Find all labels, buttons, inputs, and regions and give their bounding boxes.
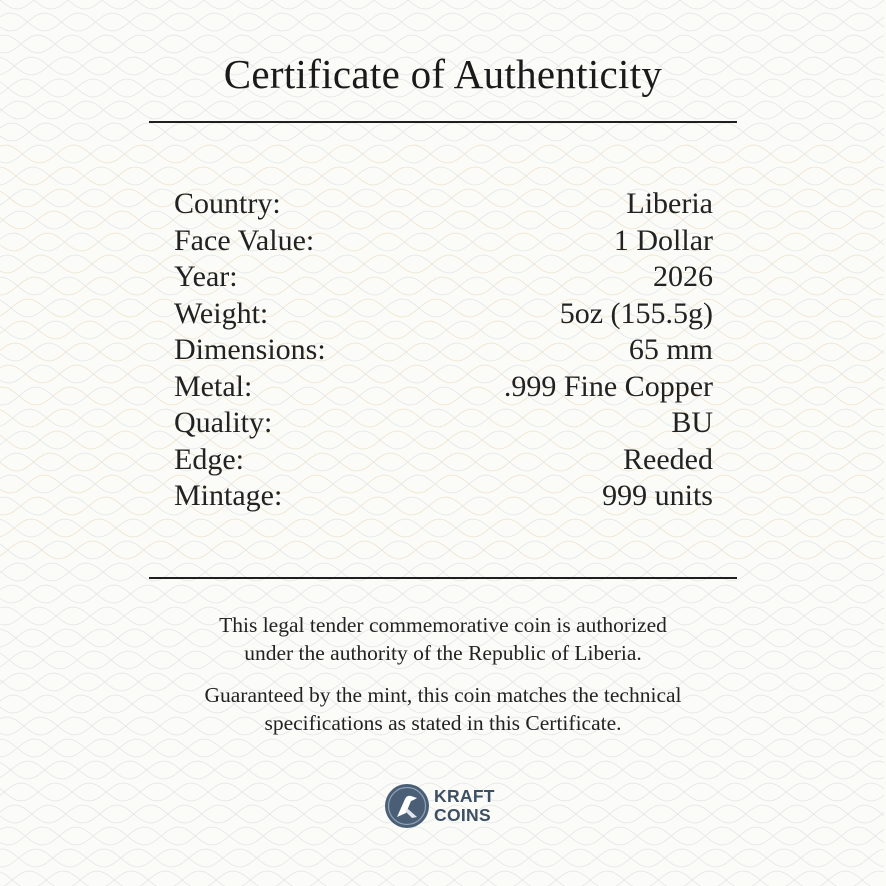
spec-row-metal [174,369,713,406]
spec-value: 2026 [653,260,713,293]
spec-row-dimensions [174,332,713,369]
spec-value: 1 Dollar [613,223,713,257]
logo-line: COINS [434,805,491,825]
kraft-coins-logo [384,783,514,831]
spec-row-year [174,259,713,296]
statement-line: Guaranteed by the mint, this coin matches the technical [204,683,682,707]
top-divider [149,121,737,123]
spec-value: Liberia [626,187,713,220]
guarantee-statement [0,681,886,737]
legal-tender-statement [0,611,886,667]
spec-label: Edge: [174,442,244,476]
spec-value: BU [671,406,713,439]
spec-label: Weight: [174,296,269,330]
spec-label: Year: [174,260,238,293]
statement-line: under the authority of the Republic of Liberia. [244,641,642,665]
spec-value: 65 mm [628,333,713,366]
spec-label: Quality: [174,406,273,439]
spec-row-face-value [174,223,713,260]
spec-row-country [174,186,713,223]
certificate-title: Certificate of Authenticity [223,51,663,97]
spec-value: 5oz (155.5g) [559,296,713,330]
specification-list [174,186,713,515]
spec-label: Face Value: [174,223,315,257]
kraft-coins-emblem-icon [384,783,430,829]
logo-line: KRAFT [434,786,495,806]
logo-wordmark [434,787,495,825]
spec-row-weight [174,296,713,333]
spec-value: .999 Fine Copper [503,369,713,403]
spec-label: Mintage: [174,479,283,512]
spec-label: Metal: [174,369,253,403]
statement-line: specifications as stated in this Certificate. [264,711,622,735]
spec-label: Dimensions: [174,333,326,366]
spec-row-edge [174,442,713,479]
spec-label: Country: [174,187,281,220]
spec-value: 999 units [602,479,713,512]
spec-row-mintage [174,478,713,515]
spec-value: Reeded [623,442,713,476]
bottom-divider [149,577,737,579]
statement-line: This legal tender commemorative coin is authorized [219,613,667,637]
spec-row-quality [174,405,713,442]
